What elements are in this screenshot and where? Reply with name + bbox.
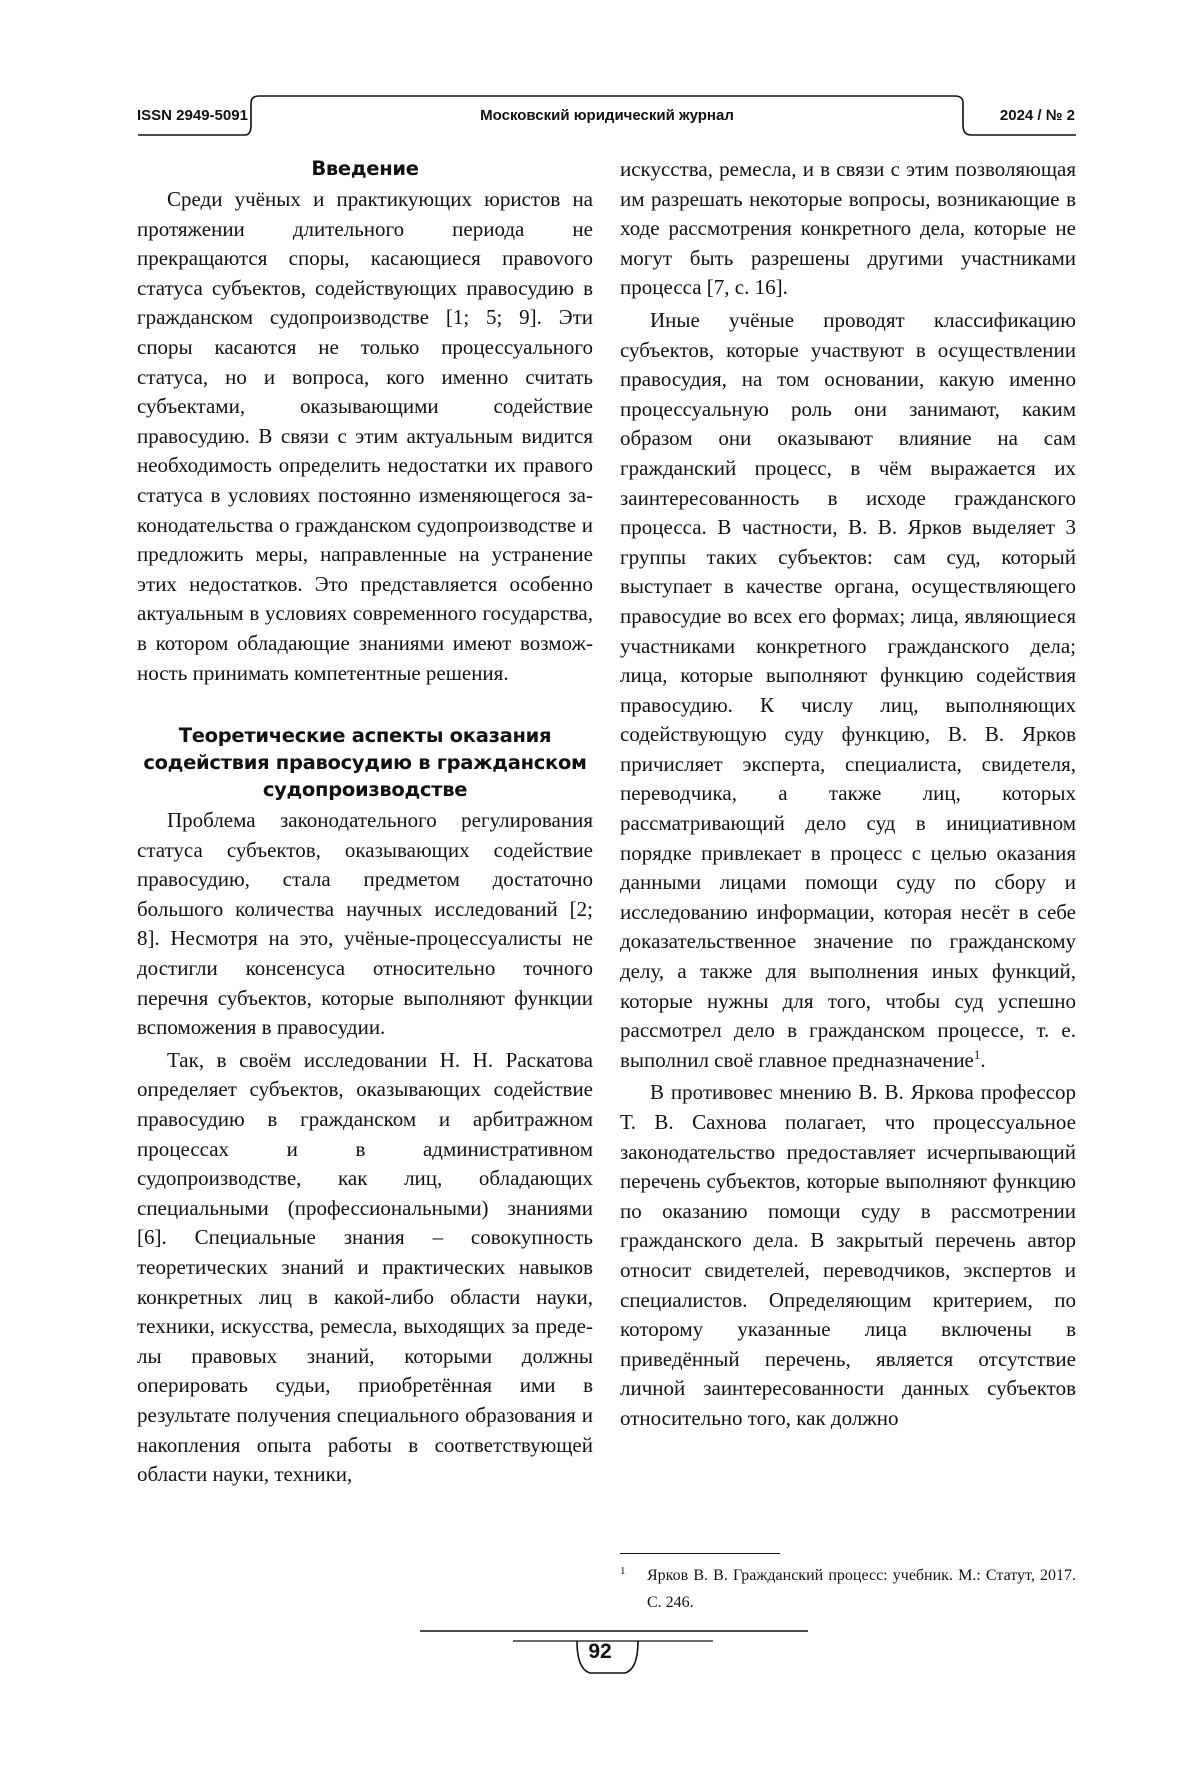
- heading-theoretical-aspects: Теоретические аспекты оказания содействия правосудию в гражданском судопроизводстве: [143, 724, 587, 802]
- footnote-number: 1: [620, 1565, 626, 1577]
- footnote-text: Ярков В. В. Гражданский процесс: учебник. М.: Статут, 2017. С. 246.: [647, 1567, 1076, 1611]
- issn: ISSN 2949-5091: [137, 107, 248, 124]
- issue-number: 2024 / № 2: [999, 107, 1075, 124]
- heading-introduction: Введение: [311, 157, 419, 180]
- paragraph: Так, в своём исследовании Н. Н. Раскатова определяет субъектов, оказывающих содействие правосудию в гражданском и арбитражном процессах и в административном судопроизводстве, как лиц, обладающих специальными (профессиональными) знаниями [6]. Специальные знания – совокупность теоретических знаний и практических навыков конкретных лиц в какой-либо области науки, техники, искусства, ремесла, выходящих за пределы правовых знаний, которыми должны оперировать судьи, приобретённая ими в результате получения специального образования и накопления опыта работы в соответствующей области науки, техники,: [137, 1047, 593, 1487]
- page-number-block: [0, 1628, 1200, 1688]
- page-number: 92: [588, 1640, 612, 1663]
- footnote-rule: [620, 1553, 780, 1554]
- paragraph-continued: искусства, ремесла, и в связи с этим позволяющая им разрешать некоторые вопросы, возникающие в ходе рассмотрения конкретного дела, которые не могут быть разрешены другими участниками процесса [7, с. 16].: [620, 157, 1076, 300]
- running-header: [137, 95, 1077, 137]
- left-column: [137, 155, 593, 1490]
- paragraph-with-footnote: [620, 306, 1076, 1075]
- right-column: [620, 155, 1076, 1434]
- paragraph: В противовес мнению В. В. Яркова профессор Т. В. Сахнова полагает, что процессуальное законодательство предоставляет исчерпывающий перечень субъектов, которые выполняют функцию по оказанию помощи суду в рассмотрении гражданского дела. В закрытый перечень автор относит свидетелей, переводчиков, экспертов и специалистов. Определяющим критерием, по которому указанные лица включены в приведённый перечень, является отсутствие личной заинтересованности данных субъектов относительно того, как должно: [620, 1080, 1076, 1430]
- footnote: [620, 1562, 1076, 1616]
- footnote-ref[interactable]: 1: [973, 1046, 981, 1062]
- paragraph: Среди учёных и практикующих юристов на протяжении длительного периода не прекращаются споры, касающиеся правоvого статуса субъектов, содействующих правосудию в гражданском судопроизводстве [1; 5; 9]. Эти споры касаются не только процессуального статуса, но и вопроса, кого именно считать субъектами, оказывающими содействие правосудию. В связи с этим актуальным видится необходимость определить недостатки их правого статуса в условиях постоянно изменяющегося законодательства о гражданском судопроизводстве и предложить меры, направленные на устранение этих недостатков. Это представляется особенно актуальным в условиях современного государства, в котором обладающие знаниями имеют возможность принимать компетентные решения.: [137, 187, 593, 685]
- paragraph: Проблема законодательного регулирования статуса субъектов, оказывающих содействие правосудию, стала предметом достаточно большого количества научных исследований [2; 8]. Несмотря на это, учёные-процессуалисты не достигли консенсуса относительно точного перечня субъектов, которые выполняют функции вспоможения в правосудии.: [137, 808, 593, 1040]
- paragraph-text: Иные учёные проводят классификацию субъектов, которые участвуют в осуществлении правосудия, на том основании, какую именно процессуальную роль они занимают, каким образом они оказывают влияние на сам гражданский процесс, в чём выражается их заинтересованность в исходе гражданского процесса. В частности, В. В. Ярков выделяет 3 группы таких субъектов: сам суд, который выступает в качестве органа, осуществляющего правосудие во всех его формах; лица, являющиеся участниками конкретного гражданского дела; лица, которые выполняют функцию содействия правосудию. К числу лиц, выполняющих содействующую суду функцию, В. В. Ярков причисляет эксперта, специалиста, свидетеля, переводчика, а также лиц, которых рассматривающий дело суд в инициативном порядке привлекает в процесс с целью оказания данными лицами помощи суду по сбору и исследованию информации, которая несёт в себе доказательственное значение по гражданскому делу, а также для выполнения иных функций, которые нужны для того, чтобы суд успешно рассмотрел дело в гражданском процессе, т. е. выполнил своё главное предназначение: [620, 307, 1076, 1072]
- paragraph-end: .: [980, 1047, 986, 1072]
- journal-title: Московский юридический журнал: [480, 107, 734, 124]
